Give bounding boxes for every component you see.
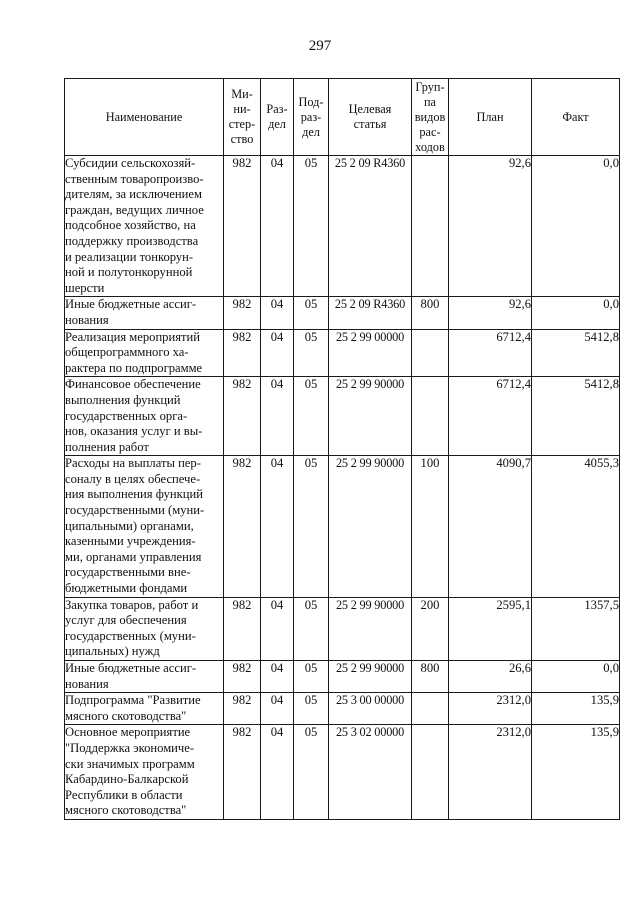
row-ministry-cell: 982 (224, 329, 261, 377)
row-plan-cell: 26,6 (449, 661, 532, 693)
row-subsection-cell: 05 (294, 156, 329, 297)
row-name-cell: Иные бюджетные ассиг- нования (65, 297, 224, 329)
row-section-cell: 04 (261, 329, 294, 377)
table-row (65, 156, 620, 297)
row-subsection-cell: 05 (294, 693, 329, 725)
table-row (65, 456, 620, 597)
row-plan-cell: 92,6 (449, 297, 532, 329)
row-fact-cell: 135,9 (532, 725, 620, 820)
row-target-cell: 25 2 99 90000 (329, 597, 412, 660)
row-name-cell: Иные бюджетные ассиг- нования (65, 661, 224, 693)
row-subsection-cell: 05 (294, 597, 329, 660)
row-fact-cell: 5412,8 (532, 329, 620, 377)
row-subsection-cell: 05 (294, 661, 329, 693)
table-row (65, 693, 620, 725)
row-target-cell: 25 3 02 00000 (329, 725, 412, 820)
row-section-cell: 04 (261, 661, 294, 693)
header-fact: Факт (532, 79, 620, 156)
row-expense-group-cell (412, 377, 449, 456)
header-section: Раз- дел (261, 79, 294, 156)
row-fact-cell: 0,0 (532, 297, 620, 329)
budget-table (64, 78, 620, 820)
header-target: Целевая статья (329, 79, 412, 156)
row-subsection-cell: 05 (294, 725, 329, 820)
page-number: 297 (308, 38, 332, 54)
row-ministry-cell: 982 (224, 377, 261, 456)
row-target-cell: 25 2 09 R4360 (329, 156, 412, 297)
row-target-cell: 25 2 99 90000 (329, 456, 412, 597)
row-subsection-cell: 05 (294, 297, 329, 329)
row-plan-cell: 6712,4 (449, 329, 532, 377)
table-row (65, 297, 620, 329)
table-row (65, 597, 620, 660)
row-name-cell: Подпрограмма "Развитие мясного скотоводства" (65, 693, 224, 725)
row-expense-group-cell (412, 329, 449, 377)
row-section-cell: 04 (261, 725, 294, 820)
table-row (65, 725, 620, 820)
row-expense-group-cell (412, 156, 449, 297)
row-ministry-cell: 982 (224, 725, 261, 820)
row-section-cell: 04 (261, 377, 294, 456)
row-expense-group-cell: 100 (412, 456, 449, 597)
table-row (65, 329, 620, 377)
row-fact-cell: 135,9 (532, 693, 620, 725)
row-name-cell: Реализация мероприятий общепрограммного ха- рактера по подпрограмме (65, 329, 224, 377)
table-header-row (65, 79, 620, 156)
row-ministry-cell: 982 (224, 661, 261, 693)
row-expense-group-cell (412, 693, 449, 725)
table-row (65, 661, 620, 693)
row-name-cell: Расходы на выплаты пер- соналу в целях обеспече- ния выполнения функций государственными (муни- ципальными) органами, казенными учреждения- ми, органами управления государственными вне- бюджетными фондами (65, 456, 224, 597)
row-target-cell: 25 3 00 00000 (329, 693, 412, 725)
header-ministry: Ми- ни- стер- ство (224, 79, 261, 156)
row-ministry-cell: 982 (224, 297, 261, 329)
row-plan-cell: 2312,0 (449, 725, 532, 820)
table-row (65, 377, 620, 456)
row-name-cell: Финансовое обеспечение выполнения функций государственных орга- нов, оказания услуг и вы- полнения работ (65, 377, 224, 456)
row-subsection-cell: 05 (294, 456, 329, 597)
row-target-cell: 25 2 99 90000 (329, 661, 412, 693)
row-fact-cell: 0,0 (532, 156, 620, 297)
row-fact-cell: 4055,3 (532, 456, 620, 597)
row-expense-group-cell: 800 (412, 661, 449, 693)
header-expense-group: Груп- па видов рас- ходов (412, 79, 449, 156)
row-target-cell: 25 2 09 R4360 (329, 297, 412, 329)
row-plan-cell: 2312,0 (449, 693, 532, 725)
row-plan-cell: 92,6 (449, 156, 532, 297)
row-section-cell: 04 (261, 456, 294, 597)
row-plan-cell: 4090,7 (449, 456, 532, 597)
row-section-cell: 04 (261, 597, 294, 660)
row-expense-group-cell: 200 (412, 597, 449, 660)
row-ministry-cell: 982 (224, 597, 261, 660)
row-name-cell: Закупка товаров, работ и услуг для обеспечения государственных (муни- ципальных) нужд (65, 597, 224, 660)
row-section-cell: 04 (261, 297, 294, 329)
row-plan-cell: 6712,4 (449, 377, 532, 456)
header-name: Наименование (65, 79, 224, 156)
row-fact-cell: 0,0 (532, 661, 620, 693)
row-ministry-cell: 982 (224, 693, 261, 725)
row-subsection-cell: 05 (294, 329, 329, 377)
row-name-cell: Субсидии сельскохозяй- ственным товаропроизво- дителям, за исключением граждан, ведущих личное подсобное хозяйство, на поддержку производства и реализации тонкорун- ной и полутонкорунной шерсти (65, 156, 224, 297)
row-target-cell: 25 2 99 00000 (329, 329, 412, 377)
row-name-cell: Основное мероприятие "Поддержка экономиче- ски значимых программ Кабардино-Балкарской Республики в области мясного скотоводства" (65, 725, 224, 820)
header-subsection: Под- раз- дел (294, 79, 329, 156)
row-section-cell: 04 (261, 156, 294, 297)
row-target-cell: 25 2 99 90000 (329, 377, 412, 456)
row-ministry-cell: 982 (224, 456, 261, 597)
row-fact-cell: 1357,5 (532, 597, 620, 660)
table-body (65, 156, 620, 820)
row-plan-cell: 2595,1 (449, 597, 532, 660)
row-expense-group-cell: 800 (412, 297, 449, 329)
row-ministry-cell: 982 (224, 156, 261, 297)
header-plan: План (449, 79, 532, 156)
row-section-cell: 04 (261, 693, 294, 725)
row-expense-group-cell (412, 725, 449, 820)
row-fact-cell: 5412,8 (532, 377, 620, 456)
row-subsection-cell: 05 (294, 377, 329, 456)
